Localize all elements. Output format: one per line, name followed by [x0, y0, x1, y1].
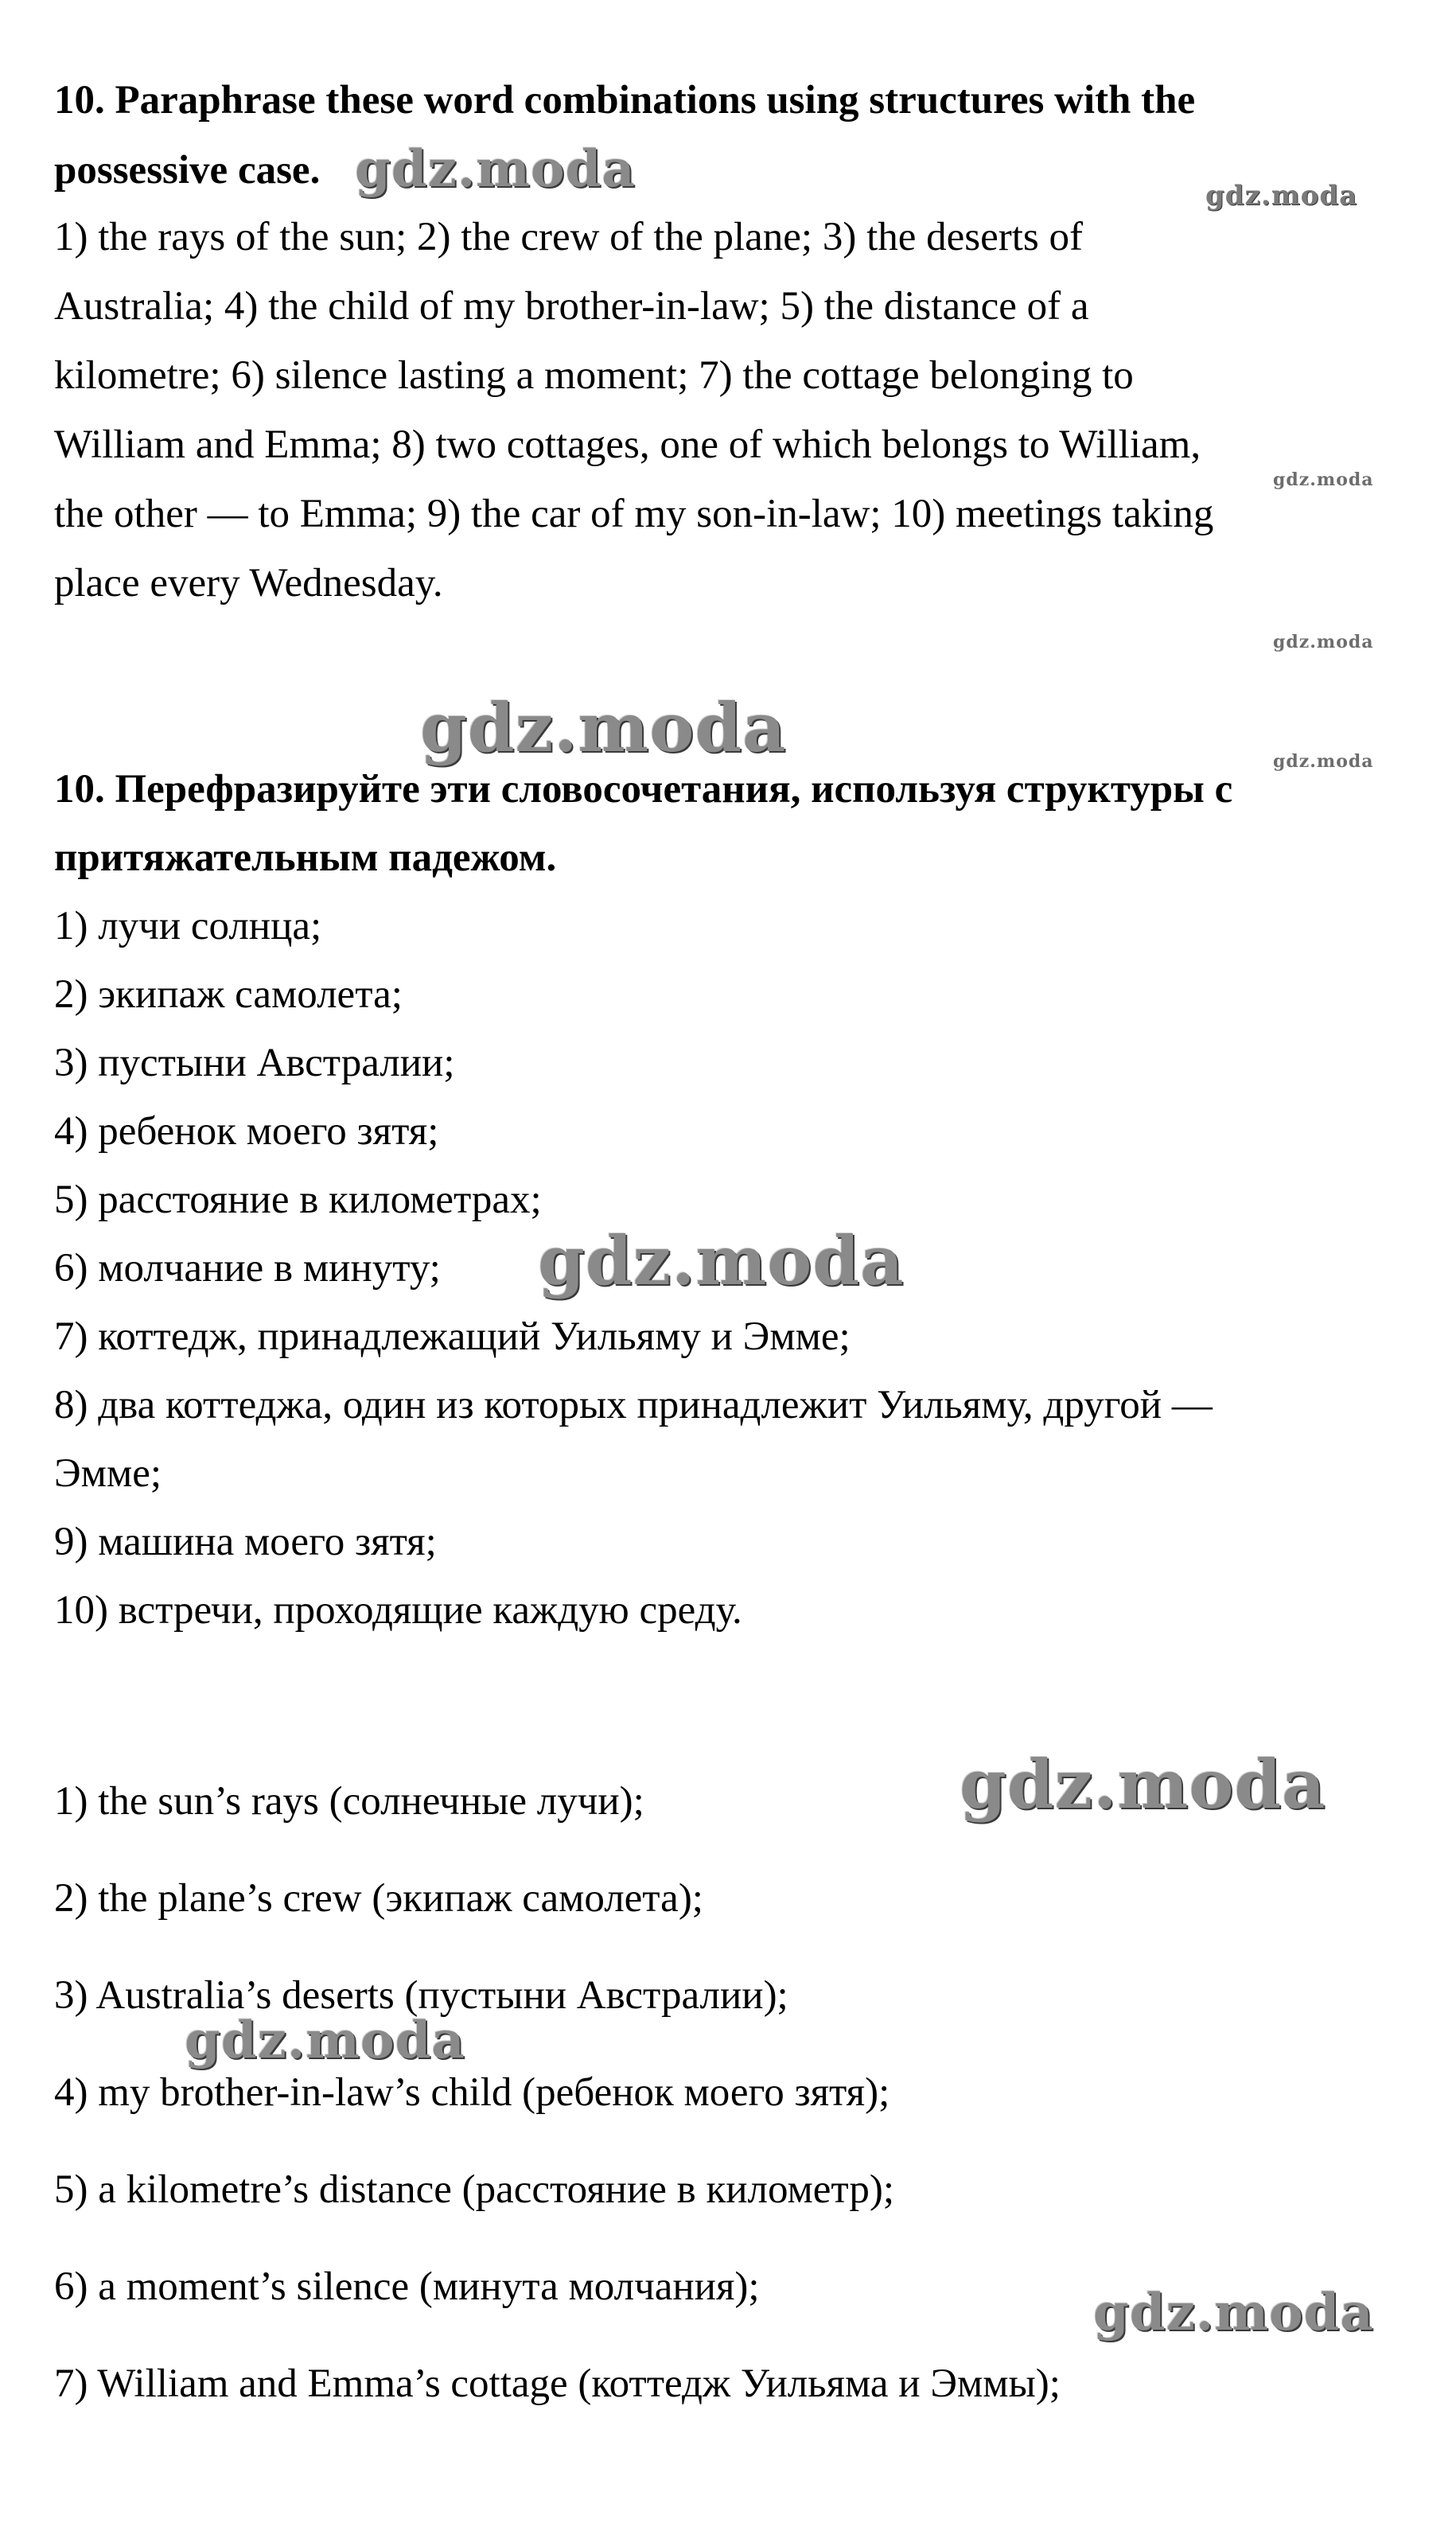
task-ru-item: 7) коттедж, принадлежащий Уильяму и Эмме;: [54, 1314, 851, 1359]
answer-item: 1) the sun’s rays (солнечные лучи);: [54, 1779, 644, 1824]
task-en-body-line: William and Emma; 8) two cottages, one of which belongs to William,: [54, 422, 1201, 467]
answer-item: 2) the plane’s crew (экипаж самолета);: [54, 1876, 703, 1921]
task-ru-heading-line2: притяжательным падежом.: [54, 835, 557, 880]
answer-item: 6) a moment’s silence (минута молчания);: [54, 2264, 760, 2309]
task-ru-item: 9) машина моего зятя;: [54, 1520, 437, 1564]
task-ru-item: 1) лучи солнца;: [54, 904, 322, 948]
watermark-logo: gdz.moda: [1093, 2283, 1374, 2342]
task-en-body-line: place every Wednesday.: [54, 561, 443, 605]
watermark-logo: gdz.moda: [538, 1221, 905, 1300]
task-ru-item: 6) молчание в минуту;: [54, 1246, 441, 1291]
answer-item: 3) Australia’s deserts (пустыни Австралии);: [54, 1973, 788, 2018]
task-ru-item: 5) расстояние в километрах;: [54, 1178, 542, 1222]
answer-item: 7) William and Emma’s cottage (коттедж Уильяма и Эммы);: [54, 2361, 1061, 2406]
watermark-logo: gdz.moda: [960, 1745, 1326, 1824]
task-ru-item: 3) пустыни Австралии;: [54, 1041, 455, 1085]
task-en-body-line: 1) the rays of the sun; 2) the crew of the plane; 3) the deserts of: [54, 215, 1083, 259]
watermark-logo: gdz.moda: [1273, 632, 1374, 652]
task-ru-item: 2) экипаж самолета;: [54, 972, 403, 1017]
task-en-heading-line1: 10. Paraphrase these word combinations using structures with the: [54, 78, 1196, 123]
watermark-logo: gdz.moda: [420, 688, 787, 767]
task-ru-item: 8) два коттеджа, один из которых принадлежит Уильяму, другой —: [54, 1383, 1213, 1427]
watermark-logo: gdz.moda: [1273, 469, 1374, 490]
task-en-body-line: kilometre; 6) silence lasting a moment; 7) the cottage belonging to: [54, 353, 1134, 398]
answer-item: 4) my brother-in-law’s child (ребенок моего зятя);: [54, 2070, 890, 2115]
task-ru-item: 4) ребенок моего зятя;: [54, 1109, 439, 1154]
watermark-logo: gdz.moda: [1273, 751, 1374, 772]
watermark-logo: gdz.moda: [355, 139, 636, 199]
watermark-logo: gdz.moda: [1205, 180, 1358, 212]
task-ru-item: 10) встречи, проходящие каждую среду.: [54, 1588, 742, 1633]
watermark-logo: gdz.moda: [185, 2011, 465, 2070]
answer-item: 5) a kilometre’s distance (расстояние в километр);: [54, 2167, 894, 2212]
task-ru-heading-line1: 10. Перефразируйте эти словосочетания, используя структуры с: [54, 767, 1233, 812]
task-en-body-line: Australia; 4) the child of my brother-in-law; 5) the distance of a: [54, 284, 1089, 329]
task-en-body-line: the other — to Emma; 9) the car of my son-in-law; 10) meetings taking: [54, 492, 1214, 536]
task-ru-item: Эмме;: [54, 1451, 162, 1496]
task-en-heading-line2: possessive case.: [54, 148, 321, 193]
